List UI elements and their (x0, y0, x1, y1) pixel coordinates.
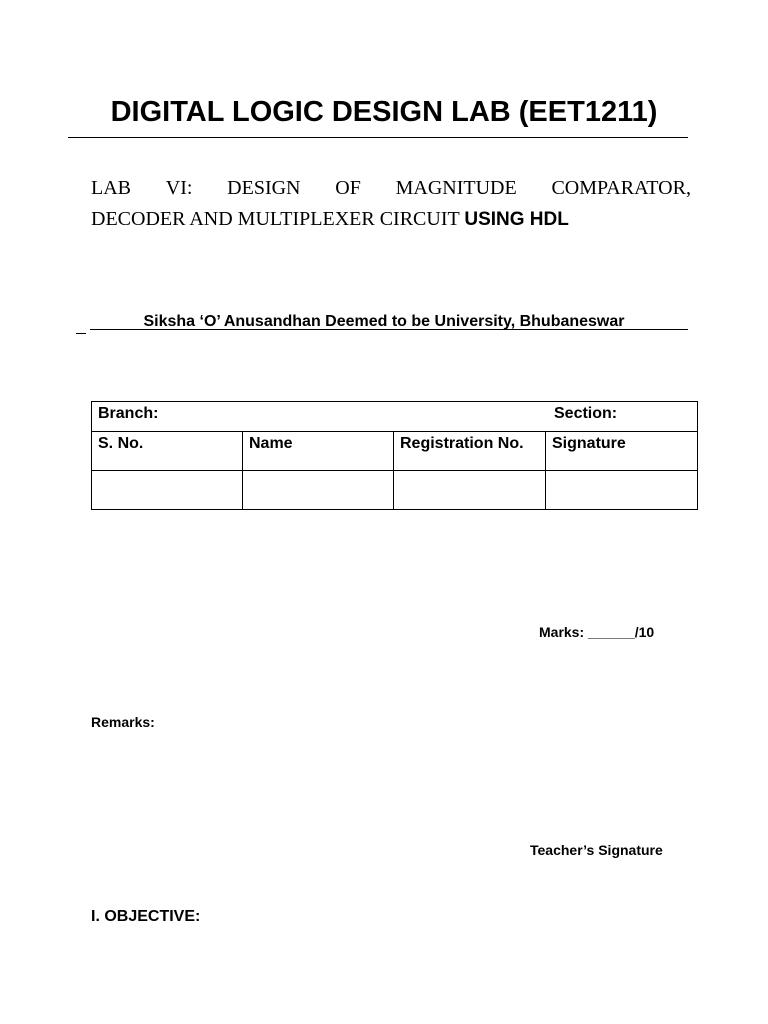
branch-label: Branch: (98, 405, 159, 422)
title-underline (68, 137, 688, 138)
cell-signature[interactable] (546, 471, 698, 510)
lab-heading-line-2 (91, 208, 691, 231)
header-signature: Signature (546, 432, 698, 471)
lab-word: VI: (165, 177, 193, 199)
header-s-no: S. No. (92, 432, 243, 471)
university-name: Siksha ‘O’ Anusandhan Deemed to be University, Bhubaneswar (143, 313, 625, 330)
document-title: DIGITAL LOGIC DESIGN LAB (EET1211) (110, 96, 658, 128)
remarks-label: Remarks: (91, 714, 155, 730)
marks-field: Marks: ______/10 (539, 624, 655, 640)
lab-heading-text: DECODER AND MULTIPLEXER CIRCUIT (91, 208, 460, 230)
lab-word: MAGNITUDE (395, 177, 517, 199)
cell-name[interactable] (243, 471, 394, 510)
cell-s-no[interactable] (92, 471, 243, 510)
lab-heading-line-1 (91, 177, 691, 200)
branch-row (92, 402, 698, 432)
lab-word: OF (335, 177, 361, 199)
university-underline (90, 329, 688, 330)
objective-heading: I. OBJECTIVE: (91, 908, 201, 925)
teacher-signature-label: Teacher’s Signature (530, 842, 663, 858)
lab-word: COMPARATOR, (551, 177, 691, 199)
section-label: Section: (554, 405, 618, 422)
student-info-table (91, 401, 698, 510)
header-name: Name (243, 432, 394, 471)
table-row (92, 471, 698, 510)
university-rule-left (76, 333, 86, 334)
cell-registration-no[interactable] (394, 471, 546, 510)
lab-heading-hdl: USING HDL (464, 209, 569, 230)
branch-cell[interactable] (92, 402, 698, 432)
header-registration-no: Registration No. (394, 432, 546, 471)
lab-word: DESIGN (227, 177, 301, 199)
table-header-row (92, 432, 698, 471)
lab-word: LAB (91, 177, 131, 199)
